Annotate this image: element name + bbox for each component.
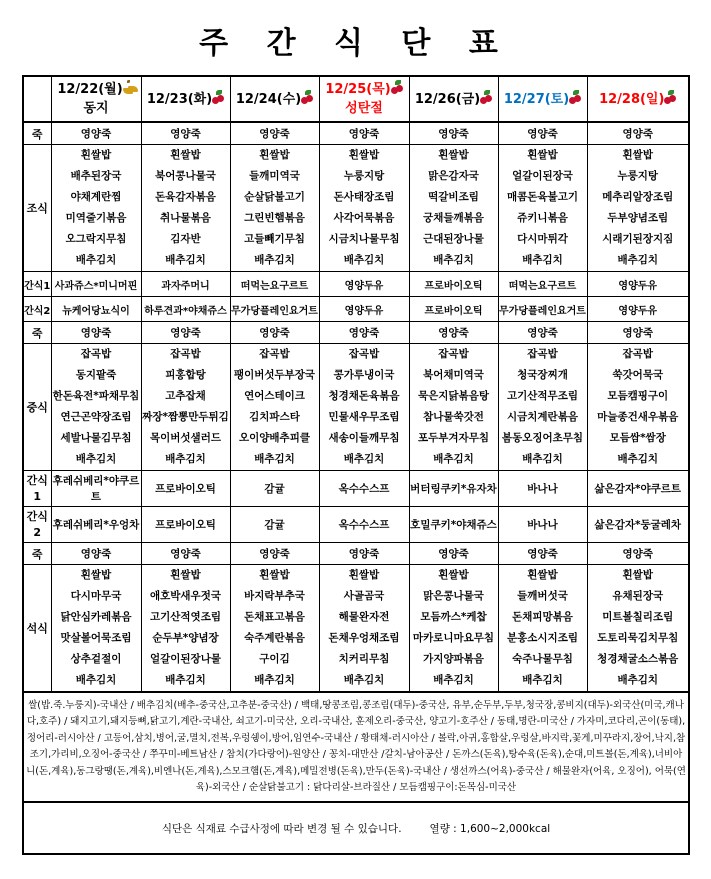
menu-cell: 영양죽 [51, 543, 141, 565]
menu-item: 잡곡밥 [622, 348, 653, 360]
menu-item: 맑은감자국 [428, 170, 479, 182]
menu-item: 두부양념조림 [607, 212, 669, 224]
page-title: 주 간 식 단 표 [199, 26, 512, 61]
menu-item: 잡곡밥 [438, 348, 469, 360]
meal-cell [230, 565, 319, 693]
menu-item: 잡곡밥 [259, 348, 290, 360]
meal-cell [319, 565, 409, 693]
menu-cell: 영양죽 [141, 543, 230, 565]
day-date: 12/25(목) [325, 82, 391, 97]
menu-item: 잡곡밥 [170, 348, 201, 360]
menu-item: 그린빈햄볶음 [244, 212, 305, 224]
menu-row [23, 122, 689, 145]
menu-cell: 영양죽 [230, 543, 319, 565]
menu-row [23, 344, 689, 471]
row-label: 중식 [23, 344, 51, 471]
menu-item: 고들빼기무침 [244, 233, 305, 245]
menu-cell: 영양죽 [498, 122, 587, 145]
origin-row [23, 692, 689, 802]
menu-item: 흰쌀밥 [438, 149, 469, 161]
menu-item: 흰쌀밥 [622, 569, 653, 581]
menu-item: 궁채들깨볶음 [423, 212, 484, 224]
menu-cell: 삶은감자*야쿠르트 [587, 471, 689, 507]
menu-item: 숙주계란볶음 [244, 632, 305, 644]
fruit-basket-icon [391, 80, 403, 94]
meal-cell [51, 344, 141, 471]
meal-cell [498, 145, 587, 272]
menu-item: 분홍소시지조림 [506, 632, 578, 644]
menu-item: 고추잡채 [165, 390, 206, 402]
menu-item: 취나물볶음 [160, 212, 211, 224]
menu-item: 치커리무침 [338, 653, 390, 665]
corner-cell [23, 76, 51, 122]
menu-item: 시금치나물무침 [328, 233, 400, 245]
menu-item: 배추김치 [165, 453, 206, 465]
menu-item: 미역줄기볶음 [65, 212, 127, 224]
menu-item: 근대된장나물 [423, 233, 484, 245]
menu-item: 배추김치 [343, 453, 385, 465]
row-label: 간식1 [23, 272, 51, 297]
menu-cell: 옥수수스프 [319, 507, 409, 543]
day-date: 12/28(일) [599, 91, 665, 107]
menu-item: 묵은지닭볶음탕 [417, 390, 489, 402]
menu-item: 모듬까스*케찹 [420, 611, 487, 623]
menu-cell: 바나나 [498, 471, 587, 507]
menu-item: 누룽지탕 [617, 170, 659, 182]
menu-cell: 후레쉬베리*우엉차 [51, 507, 141, 543]
menu-item: 김자반 [170, 233, 201, 245]
day-date: 12/27(토) [503, 91, 570, 107]
banana-icon [123, 80, 135, 94]
menu-cell: 프로바이오틱 [141, 471, 230, 507]
menu-cell: 영양죽 [319, 322, 409, 344]
menu-row [23, 507, 689, 543]
menu-item: 흰쌀밥 [527, 149, 558, 161]
menu-cell: 영양죽 [51, 122, 141, 145]
menu-item: 포두부겨자무침 [417, 432, 489, 444]
meal-cell [409, 145, 498, 272]
cherry-icon [212, 90, 224, 104]
meal-cell [319, 344, 409, 471]
menu-item: 순살닭불고기 [244, 191, 305, 203]
menu-cell: 영양죽 [587, 322, 689, 344]
meal-cell [409, 344, 498, 471]
menu-item: 잡곡밥 [80, 348, 112, 360]
menu-item: 배추김치 [254, 254, 295, 266]
menu-item: 짜장*짬뽕만두튀김 [142, 411, 229, 423]
menu-item: 다시마무국 [70, 590, 122, 602]
menu-item: 시래기된장지짐 [602, 233, 674, 245]
menu-item: 흰쌀밥 [259, 569, 290, 581]
menu-cell: 영양죽 [141, 122, 230, 145]
menu-item: 흰쌀밥 [622, 149, 653, 161]
menu-cell: 영양죽 [498, 543, 587, 565]
menu-cell: 영양죽 [51, 322, 141, 344]
menu-item: 배추된장국 [70, 170, 122, 182]
menu-item: 돈채피망볶음 [512, 611, 573, 623]
menu-item: 연어스테이크 [244, 390, 305, 402]
menu-item: 잡곡밥 [348, 348, 380, 360]
menu-item: 구이김 [259, 653, 290, 665]
menu-cell: 영양두유 [587, 297, 689, 322]
menu-cell: 무가당플레인요거트 [230, 297, 319, 322]
menu-item: 콩가루냉이국 [333, 369, 395, 381]
menu-item: 고기산적무조림 [506, 390, 578, 402]
menu-item: 배추김치 [254, 453, 295, 465]
menu-cell: 하루견과*야채쥬스 [141, 297, 230, 322]
menu-row [23, 322, 689, 344]
menu-item: 흰쌀밥 [170, 149, 201, 161]
day-header [230, 76, 319, 122]
meal-cell [51, 565, 141, 693]
row-label: 죽 [23, 122, 51, 145]
menu-item: 돈채우엉채조림 [328, 632, 400, 644]
menu-row [23, 543, 689, 565]
menu-item: 배추김치 [433, 674, 474, 686]
menu-item: 배추김치 [343, 674, 385, 686]
menu-cell: 영양죽 [587, 122, 689, 145]
menu-item: 청경채돈육볶음 [328, 390, 400, 402]
menu-cell: 옥수수스프 [319, 471, 409, 507]
menu-item: 김치파스타 [249, 411, 300, 423]
note-cell [23, 802, 689, 854]
menu-cell: 영양죽 [409, 543, 498, 565]
meal-cell [51, 145, 141, 272]
menu-item: 배추김치 [75, 254, 117, 266]
menu-cell: 감귤 [230, 471, 319, 507]
menu-item: 쥬키니볶음 [517, 212, 568, 224]
row-label: 간식2 [23, 297, 51, 322]
menu-item: 오이양배추피클 [238, 432, 310, 444]
menu-item: 잡곡밥 [527, 348, 558, 360]
menu-item: 들깨미역국 [249, 170, 300, 182]
menu-item: 흰쌀밥 [527, 569, 558, 581]
menu-cell: 후레쉬베리*야쿠르트 [51, 471, 141, 507]
meal-cell [319, 145, 409, 272]
menu-cell: 영양죽 [587, 543, 689, 565]
day-header [51, 76, 141, 122]
menu-item: 흰쌀밥 [438, 569, 469, 581]
menu-cell: 영양두유 [587, 272, 689, 297]
menu-item: 사골곰국 [343, 590, 385, 602]
menu-item: 흰쌀밥 [80, 569, 112, 581]
day-header [409, 76, 498, 122]
menu-cell: 영양두유 [319, 272, 409, 297]
row-label: 간식2 [23, 507, 51, 543]
menu-item: 연근곤약장조림 [60, 411, 132, 423]
menu-item: 새송이들깨무침 [328, 432, 400, 444]
day-holiday: 성탄절 [345, 101, 383, 116]
menu-item: 팽이버섯두부장국 [233, 369, 316, 381]
menu-item: 한돈육전*파채무침 [52, 390, 140, 402]
menu-item: 모듬쌈*쌈장 [609, 432, 666, 444]
menu-item: 배추김치 [522, 254, 563, 266]
menu-item: 동지팥죽 [75, 369, 117, 381]
fruit-basket-icon [480, 90, 492, 104]
menu-item: 배추김치 [522, 674, 563, 686]
meal-cell [141, 565, 230, 693]
menu-item: 모듬캠핑구이 [607, 390, 669, 402]
menu-item: 민물새우무조림 [328, 411, 400, 423]
meal-cell [409, 565, 498, 693]
row-label: 간식1 [23, 471, 51, 507]
menu-item: 흰쌀밥 [348, 569, 380, 581]
menu-item: 북어콩나물국 [155, 170, 216, 182]
menu-item: 흰쌀밥 [170, 569, 201, 581]
menu-row [23, 565, 689, 693]
menu-item: 마카로니마요무침 [412, 632, 495, 644]
menu-item: 들깨버섯국 [517, 590, 568, 602]
day-date: 12/26(금) [414, 91, 481, 107]
menu-cell: 영양죽 [498, 322, 587, 344]
menu-item: 배추김치 [75, 674, 117, 686]
menu-item: 숙주나물무침 [512, 653, 573, 665]
menu-item: 매콤돈육불고기 [506, 191, 578, 203]
menu-item: 배추김치 [75, 453, 117, 465]
menu-item: 순두부*양념장 [152, 632, 219, 644]
menu-item: 배추김치 [343, 254, 385, 266]
meal-cell [498, 565, 587, 693]
row-label: 조식 [23, 145, 51, 272]
menu-item: 다시마튀각 [517, 233, 568, 245]
menu-item: 떡갈비조림 [428, 191, 479, 203]
row-label: 석식 [23, 565, 51, 693]
menu-item: 흰쌀밥 [348, 149, 380, 161]
menu-cell: 과자주머니 [141, 272, 230, 297]
menu-item: 봄동오징어초무침 [501, 432, 584, 444]
menu-cell: 떠먹는요구르트 [498, 272, 587, 297]
menu-cell: 감귤 [230, 507, 319, 543]
menu-item: 북어채미역국 [423, 369, 484, 381]
menu-item: 돈채표고볶음 [244, 611, 305, 623]
menu-row [23, 471, 689, 507]
row-label: 죽 [23, 322, 51, 344]
menu-item: 가지양파볶음 [423, 653, 484, 665]
menu-item: 닭안심카레볶음 [60, 611, 132, 623]
menu-item: 배추김치 [433, 254, 474, 266]
menu-item: 얼갈이된장국 [512, 170, 573, 182]
menu-cell: 영양죽 [409, 322, 498, 344]
origin-info: 쌀(밥.죽.누룽지)-국내산 / 배추김치(배추-중국산,고추분-중국산) / 백태,땅콩조림,콩조림(대두)-중국산, 유부,순두부,두부,청국장,콩비지(대두)-외국산(미국,캐나다,호주) / 돼지고기,돼지등뼈,닭고기,계란-국내산, 쇠고기-미국산, 오리-국내산, 훈제오리-중국산, 양고기-호주산 / 동태,명란-미국산 / 가자미,코다리,곤이(동태), 정어리-러시아산 / 고등어,삼치,병어,굴,멸치,전복,우렁쉥이,방어,임연수-국내산 / 황태채-러시아산 / 볼락,아귀,홍합살,우렁살,바지락,꽃게,미꾸라지,장어,낙지,참조기,가리비,오징어-중국산 / 쭈꾸미-베트남산 / 참치(가다랑어)-원양산 / 꽁치-대만산 /갈치-남아공산 / 돈까스(돈육),탕수육(돈육),순대,미트볼(돈,계육),너비아니(돈,계육),동그랑땡(돈,계육),비엔나(돈,계육),스모크햄(돈,계육),메밀전병(돈육),만두(돈육)-국내산 / 생선까스(어육)-중국산 / 해물완자(어육, 오징어), 어묵(연육)-외국산 / 순살닭불고기 : 닭다리살-브라질산 / 모듬캠핑구이:돈목심-미국산 [23, 692, 689, 802]
menu-item: 배추김치 [522, 453, 563, 465]
day-date: 12/23(화) [146, 91, 213, 107]
menu-item: 배추김치 [433, 453, 474, 465]
menu-cell: 사과쥬스*미니머핀 [51, 272, 141, 297]
menu-cell: 프로바이오틱 [141, 507, 230, 543]
row-label: 죽 [23, 543, 51, 565]
menu-item: 배추김치 [254, 674, 295, 686]
menu-cell: 프로바이오틱 [409, 272, 498, 297]
menu-cell: 영양죽 [409, 122, 498, 145]
menu-cell: 바나나 [498, 507, 587, 543]
meal-cell [587, 565, 689, 693]
menu-cell: 영양죽 [230, 322, 319, 344]
menu-item: 참나물쑥갓전 [423, 411, 484, 423]
menu-item: 맛살볼어묵조림 [60, 632, 132, 644]
menu-cell: 뉴케어당뇨식이 [51, 297, 141, 322]
menu-item: 쑥갓어묵국 [612, 369, 664, 381]
menu-item: 돈육감자볶음 [155, 191, 216, 203]
menu-row [23, 272, 689, 297]
menu-item: 사각어묵볶음 [333, 212, 395, 224]
menu-item: 메추리알장조림 [602, 191, 674, 203]
menu-item: 흰쌀밥 [80, 149, 112, 161]
fruit-basket-icon [569, 90, 581, 104]
fruit-basket-icon [664, 90, 676, 104]
menu-cell: 영양죽 [141, 322, 230, 344]
menu-item: 목이버섯샐러드 [149, 432, 221, 444]
menu-cell: 영양두유 [319, 297, 409, 322]
menu-cell: 영양죽 [319, 543, 409, 565]
menu-row [23, 297, 689, 322]
menu-cell: 떠먹는요구르트 [230, 272, 319, 297]
day-date: 12/24(수) [235, 91, 302, 107]
menu-cell: 영양죽 [230, 122, 319, 145]
header-row [23, 76, 689, 122]
menu-item: 누룽지탕 [343, 170, 385, 182]
menu-item: 청경채굴소스볶음 [597, 653, 679, 665]
day-header [587, 76, 689, 122]
weekly-menu-table [22, 75, 690, 855]
menu-item: 배추김치 [617, 254, 659, 266]
day-header [319, 76, 409, 122]
menu-item: 애호박새우젓국 [149, 590, 221, 602]
meal-cell [141, 145, 230, 272]
meal-cell [141, 344, 230, 471]
menu-item: 오그락지무침 [65, 233, 127, 245]
menu-item: 바지락부추국 [244, 590, 305, 602]
menu-item: 도토리묵김치무침 [597, 632, 679, 644]
day-header [141, 76, 230, 122]
menu-item: 유채된장국 [612, 590, 664, 602]
menu-item: 미트볼칠리조림 [602, 611, 674, 623]
menu-cell: 영양죽 [319, 122, 409, 145]
menu-item: 청국장찌개 [517, 369, 568, 381]
note-row [23, 802, 689, 854]
menu-item: 해물완자전 [338, 611, 390, 623]
menu-item: 흰쌀밥 [259, 149, 290, 161]
menu-change-notice: 식단은 식재료 수급사정에 따라 변경 될 수 있습니다. [161, 822, 402, 835]
menu-item: 얼갈이된장나물 [149, 653, 221, 665]
menu-item: 피홍합탕 [165, 369, 206, 381]
menu-cell: 버터링쿠키*유자차 [409, 471, 498, 507]
menu-item: 배추김치 [617, 674, 659, 686]
meal-cell [587, 344, 689, 471]
menu-item: 야채계란찜 [70, 191, 122, 203]
meal-cell [587, 145, 689, 272]
menu-cell: 무가당플레인요거트 [498, 297, 587, 322]
menu-cell: 프로바이오틱 [409, 297, 498, 322]
menu-row [23, 145, 689, 272]
menu-item: 배추김치 [165, 254, 206, 266]
menu-item: 상추겉절이 [70, 653, 122, 665]
menu-cell: 호밀쿠키*야채쥬스 [409, 507, 498, 543]
day-date: 12/22(월) [57, 82, 123, 97]
menu-item: 세발나물김무침 [60, 432, 132, 444]
day-header [498, 76, 587, 122]
menu-item: 시금치계란볶음 [506, 411, 578, 423]
menu-item: 고기산적엿조림 [149, 611, 221, 623]
menu-item: 맑은콩나물국 [423, 590, 484, 602]
menu-item: 배추김치 [165, 674, 206, 686]
menu-cell: 삶은감자*둥굴레차 [587, 507, 689, 543]
meal-cell [498, 344, 587, 471]
menu-item: 마늘종건새우볶음 [597, 411, 679, 423]
meal-cell [230, 344, 319, 471]
calorie-info: 열량 : 1,600~2,000kcal [429, 822, 551, 835]
day-holiday: 동지 [83, 101, 109, 116]
menu-item: 돈사태장조림 [333, 191, 395, 203]
meal-cell [230, 145, 319, 272]
menu-item: 배추김치 [617, 453, 659, 465]
cherry-icon [301, 90, 313, 104]
